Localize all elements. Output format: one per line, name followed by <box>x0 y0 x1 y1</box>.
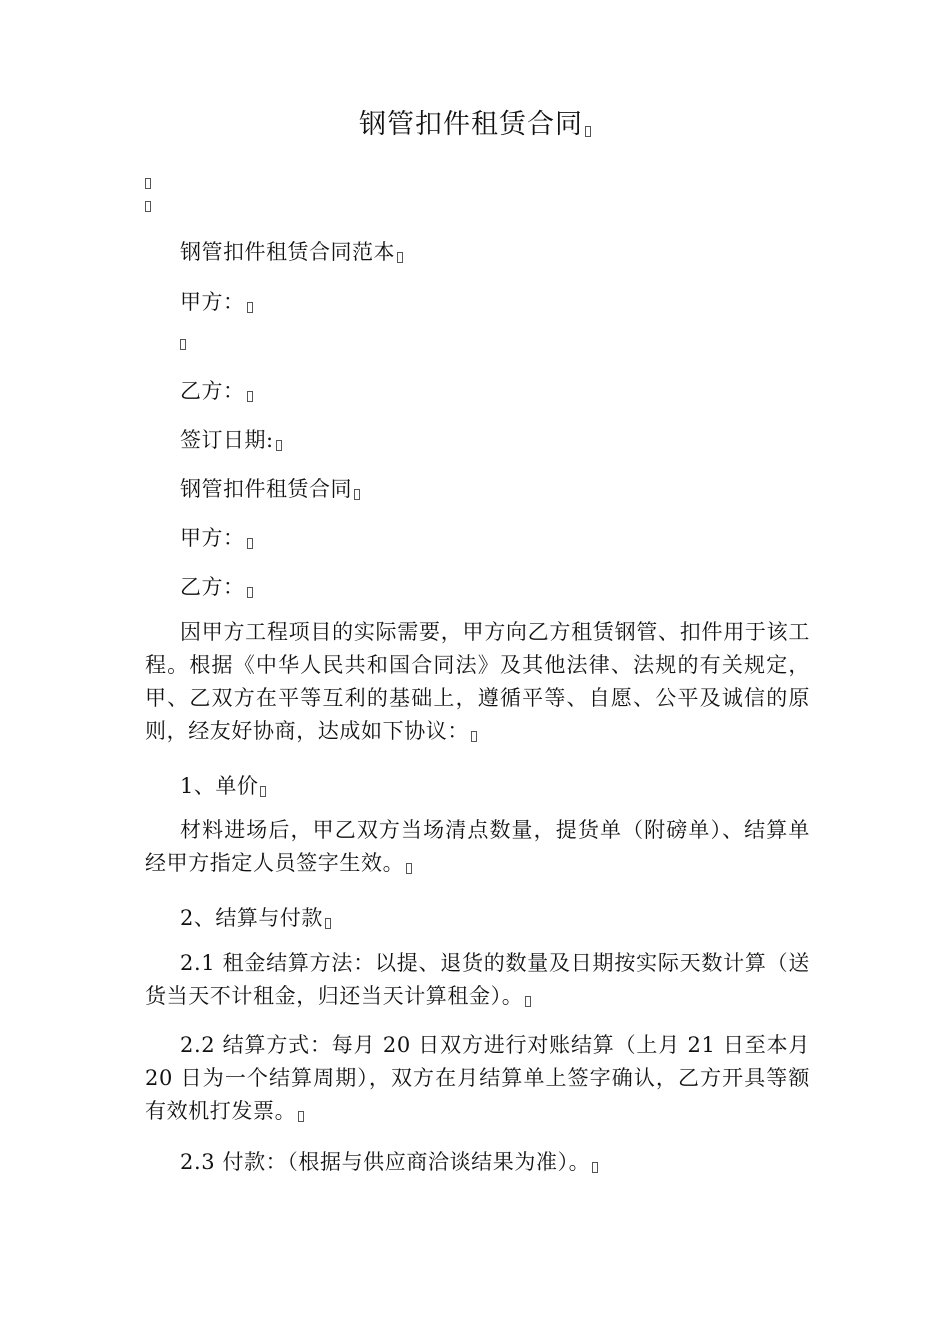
section-1-heading-text: 1、单价 <box>180 774 259 798</box>
clause-2-2-text: 2.2 结算方式：每月 20 日双方进行对账结算（上月 21 日至本月 20 日为一个结算周期），双方在月结算单上签字确认，乙方开具等额有效机打发票。 <box>145 1033 810 1123</box>
paragraph-mark-icon <box>397 252 403 263</box>
clause-2-1 <box>145 947 810 1013</box>
party-b-label: 乙方： <box>180 379 245 403</box>
party-a-line-1 <box>180 286 253 316</box>
section-1-body-text: 材料进场后，甲乙双方当场清点数量，提货单（附磅单）、结算单经甲方指定人员签字生效。 <box>145 818 810 875</box>
clause-2-2 <box>145 1029 810 1128</box>
intro-paragraph-text: 因甲方工程项目的实际需要，甲方向乙方租赁钢管、扣件用于该工程。根据《中华人民共和国合同法》及其他法律、法规的有关规定，甲、乙双方在平等互利的基础上，遵循平等、自愿、公平及诚信的原则，经友好协商，达成如下协议： <box>145 620 810 743</box>
paragraph-mark-icon <box>354 489 360 500</box>
section-2-heading <box>180 902 331 932</box>
intro-paragraph <box>145 616 810 748</box>
paragraph-mark-icon <box>471 731 477 742</box>
paragraph-mark-icon <box>247 587 253 598</box>
clause-2-1-text: 2.1 租金结算方法：以提、退货的数量及日期按实际天数计算（送货当天不计租金，归还当天计算租金）。 <box>145 951 810 1008</box>
paragraph-mark-icon <box>525 996 531 1007</box>
contract-title-text: 钢管扣件租赁合同 <box>180 477 352 501</box>
section-2-heading-text: 2、结算与付款 <box>180 906 323 930</box>
paragraph-mark-icon <box>276 440 282 451</box>
paragraph-mark-icon <box>406 863 412 874</box>
clause-2-3 <box>145 1146 810 1179</box>
paragraph-mark-icon <box>247 391 253 402</box>
paragraph-mark-icon <box>247 302 253 313</box>
signing-date-line <box>180 424 282 454</box>
party-b-line-2 <box>180 571 253 601</box>
paragraph-mark-icon <box>247 538 253 549</box>
party-a-label: 甲方： <box>180 526 245 550</box>
paragraph-mark-icon <box>325 918 331 929</box>
template-title <box>180 236 403 266</box>
clause-2-3-text: 2.3 付款：（根据与供应商洽谈结果为准）。 <box>180 1150 591 1174</box>
paragraph-mark-icon <box>260 786 266 797</box>
document-title-text: 钢管扣件租赁合同 <box>359 109 583 140</box>
party-b-line-1 <box>180 375 253 405</box>
paragraph-mark-icon <box>145 201 151 212</box>
party-a-line-2 <box>180 522 253 552</box>
party-b-label: 乙方： <box>180 575 245 599</box>
section-1-heading <box>180 770 266 800</box>
signing-date-label: 签订日期: <box>180 428 274 452</box>
paragraph-mark-icon <box>180 339 186 350</box>
template-title-text: 钢管扣件租赁合同范本 <box>180 240 395 264</box>
paragraph-mark-icon <box>145 178 151 189</box>
party-a-label: 甲方： <box>180 290 245 314</box>
document-title <box>0 102 950 141</box>
section-1-body <box>145 814 810 880</box>
paragraph-mark-icon <box>585 126 591 137</box>
paragraph-mark-icon <box>298 1111 304 1122</box>
contract-title <box>180 473 360 503</box>
paragraph-mark-icon <box>592 1162 598 1173</box>
